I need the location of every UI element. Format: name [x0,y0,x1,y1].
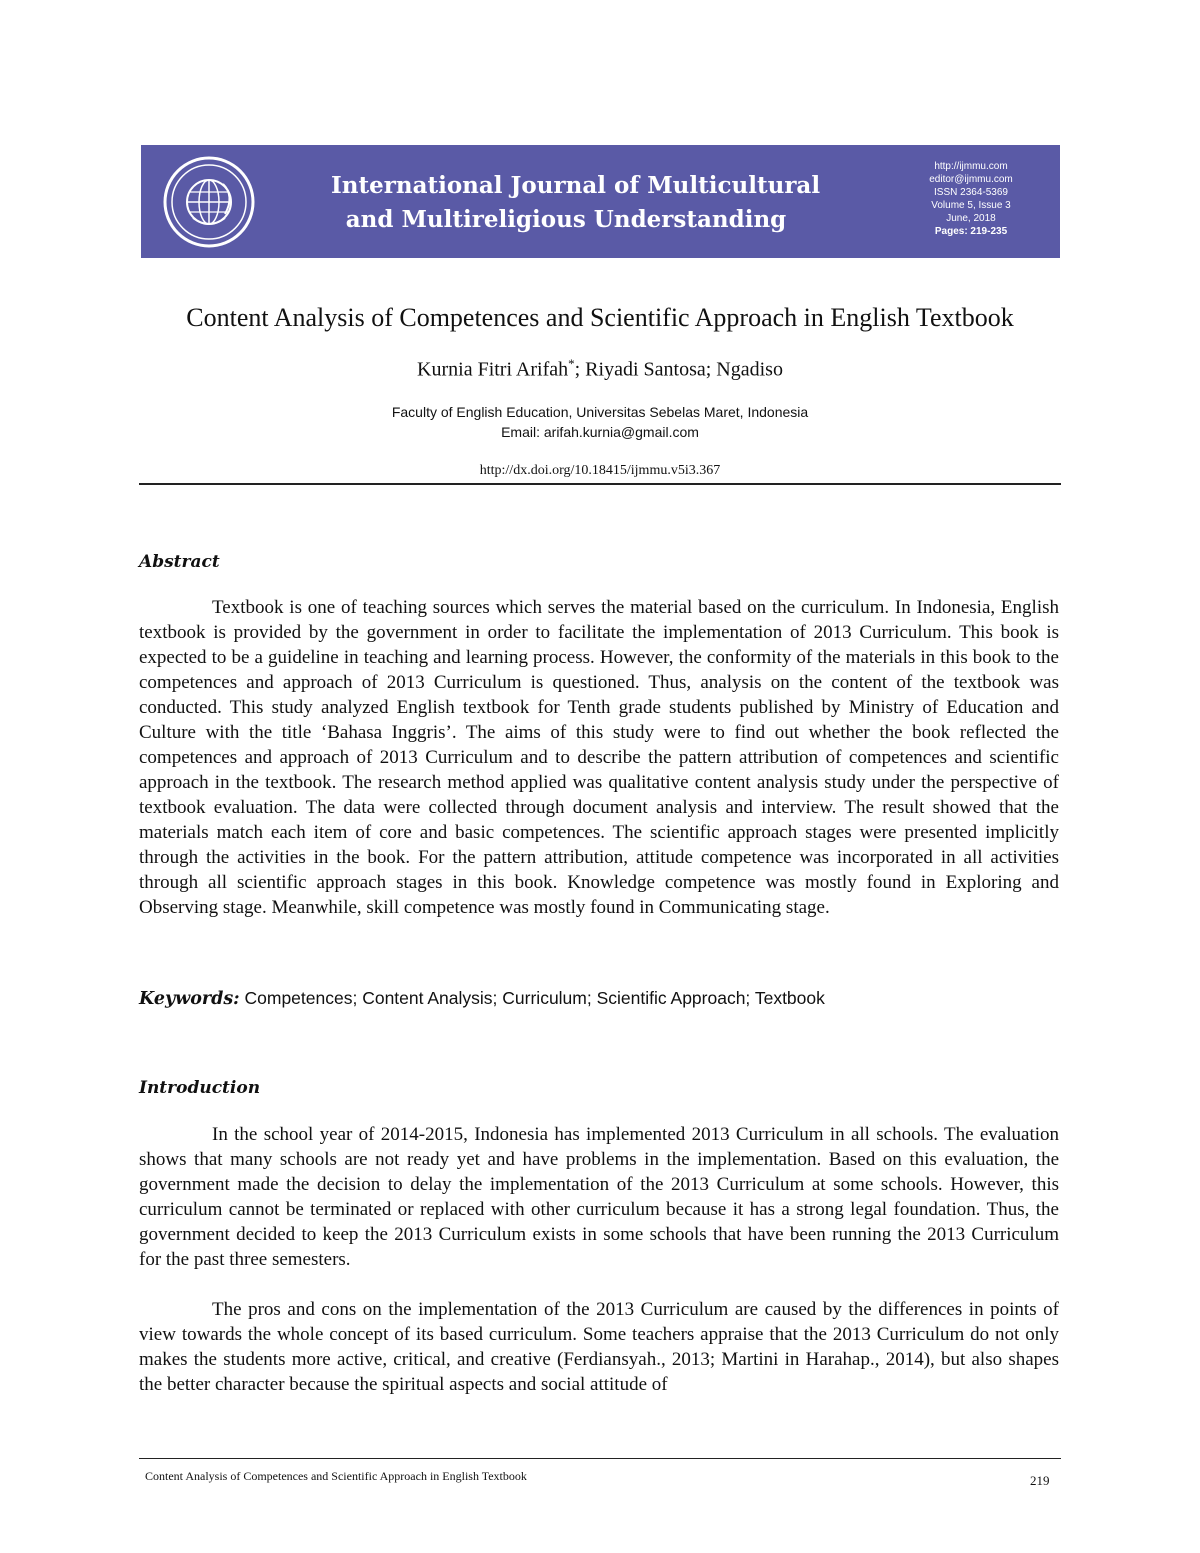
journal-date: June, 2018 [946,213,996,224]
paper-title: Content Analysis of Competences and Scientific Approach in English Textbook [186,303,1014,332]
keywords-text: Competences; Content Analysis; Curriculum; Scientific Approach; Textbook [239,988,825,1008]
first-author: Kurnia Fitri Arifah [417,358,569,381]
journal-meta [901,160,1041,238]
author-email[interactable]: Email: arifah.kurnia@gmail.com [501,424,699,440]
page-number: 219 [1030,1473,1050,1488]
journal-title [331,169,821,237]
journal-email[interactable]: editor@ijmmu.com [929,174,1013,185]
footer-divider [139,1458,1061,1459]
abstract-heading: Abstract [139,552,220,572]
journal-pages: Pages: 219-235 [934,226,1008,237]
keywords-label: Keywords: [139,989,240,1009]
introduction-paragraph-2: The pros and cons on the implementation of the 2013 Curriculum are caused by the differences in points of view towards the whole concept of its based curriculum. Some teachers appraise that the 2013 Curriculum do not only makes the students more active, critical, and creative (Ferdiansyah., 2013; Martini in Harahap., 2014), but also shapes the better character because the spiritual aspects and social attitude of [139,1299,1059,1395]
journal-logo-icon [163,156,255,248]
abstract-text: Textbook is one of teaching sources which serves the material based on the curriculum. In Indonesia, English textbook is provided by the government in order to facilitate the implementation of 2013 Curriculum. This book is expected to be a guideline in teaching and learning process. However, the conformity of the materials in this book to the competences and approach of 2013 Curriculum is questioned. Thus, analysis on the content of the textbook was conducted. This study analyzed English textbook for Tenth grade students published by Ministry of Education and Culture with the title ‘Bahasa Inggris’. The aims of this study were to find out whether the book reflected the competences and approach of 2013 Curriculum and to describe the pattern attribution of competences and scientific approach in the textbook. The research method applied was qualitative content analysis study under the perspective of textbook evaluation. The data were collected through document analysis and interview. The result showed that the materials match each item of core and basic competences. The scientific approach stages were presented implicitly through the activities in the book. For the pattern attribution, attitude competence was incorporated in all activities through all scientific approach stages in this book. Knowledge competence was mostly found in Exploring and Observing stage. Meanwhile, skill competence was mostly found in Communicating stage. [139,597,1059,918]
introduction-paragraph-1: In the school year of 2014-2015, Indonesia has implemented 2013 Curriculum in all schools. The evaluation shows that many schools are not ready yet and have problems in the implementation. Based on this evaluation, the government made the decision to delay the implementation of the 2013 Curriculum at some schools. However, this curriculum cannot be terminated or replaced with other curriculum because it has a strong legal foundation. Thus, the government decided to keep the 2013 Curriculum exists in some schools that have been running the 2013 Curriculum for the past three semesters. [139,1124,1059,1270]
introduction-heading: Introduction [139,1078,261,1098]
journal-banner [141,145,1060,258]
author-list [100,356,1100,382]
keywords-line [139,988,1059,1009]
journal-title-line1: International Journal of Multicultural [331,172,821,199]
corresponding-author-mark: * [568,356,575,371]
other-authors: ; Riyadi Santosa; Ngadiso [574,358,783,381]
doi-link[interactable]: http://dx.doi.org/10.18415/ijmmu.v5i3.367 [479,463,721,478]
header-divider [139,483,1061,485]
affiliation: Faculty of English Education, Universitas Sebelas Maret, Indonesia [391,404,809,420]
journal-title-line2: and Multireligious Understanding [345,206,787,233]
footer-running-title: Content Analysis of Competences and Scientific Approach in English Textbook [145,1469,527,1483]
journal-url[interactable]: http://ijmmu.com [934,161,1008,172]
journal-volume: Volume 5, Issue 3 [931,200,1011,211]
affiliation-block [100,402,1100,442]
journal-issn: ISSN 2364-5369 [934,187,1008,198]
